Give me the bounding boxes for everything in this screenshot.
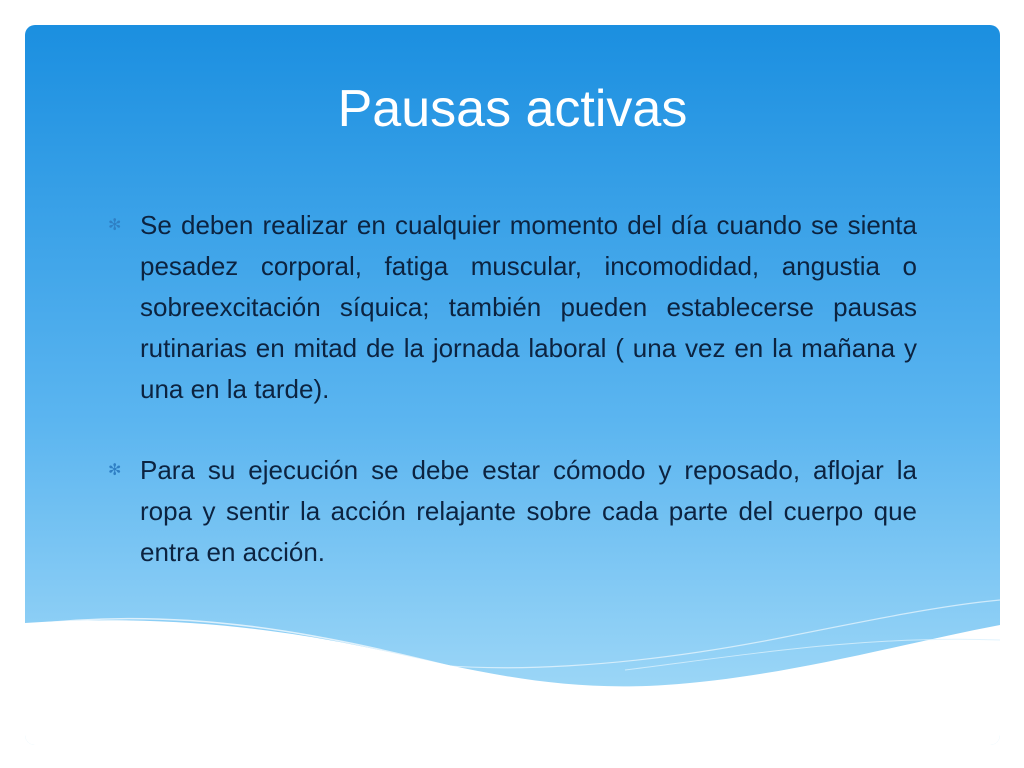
bullet-list <box>105 205 917 613</box>
slide-panel <box>25 25 1000 745</box>
slide-title: Pausas activas <box>337 80 688 138</box>
bullet-item <box>105 205 917 410</box>
bullet-text: Para su ejecución se debe estar cómodo y reposado, aflojar la ropa y sentir la acción relajante sobre cada parte del cuerpo que entra en acción. <box>140 455 917 567</box>
bullet-text: Se deben realizar en cualquier momento del día cuando se sienta pesadez corporal, fatiga muscular, incomodidad, angustia o sobreexcitación síquica; también pueden establecerse pausas rutinarias en mitad de la jornada laboral ( una vez en la mañana y una en la tarde). <box>140 210 917 404</box>
bullet-item <box>105 450 917 573</box>
asterisk-bullet-icon: ✻ <box>108 217 122 234</box>
asterisk-bullet-icon: ✻ <box>108 462 122 479</box>
